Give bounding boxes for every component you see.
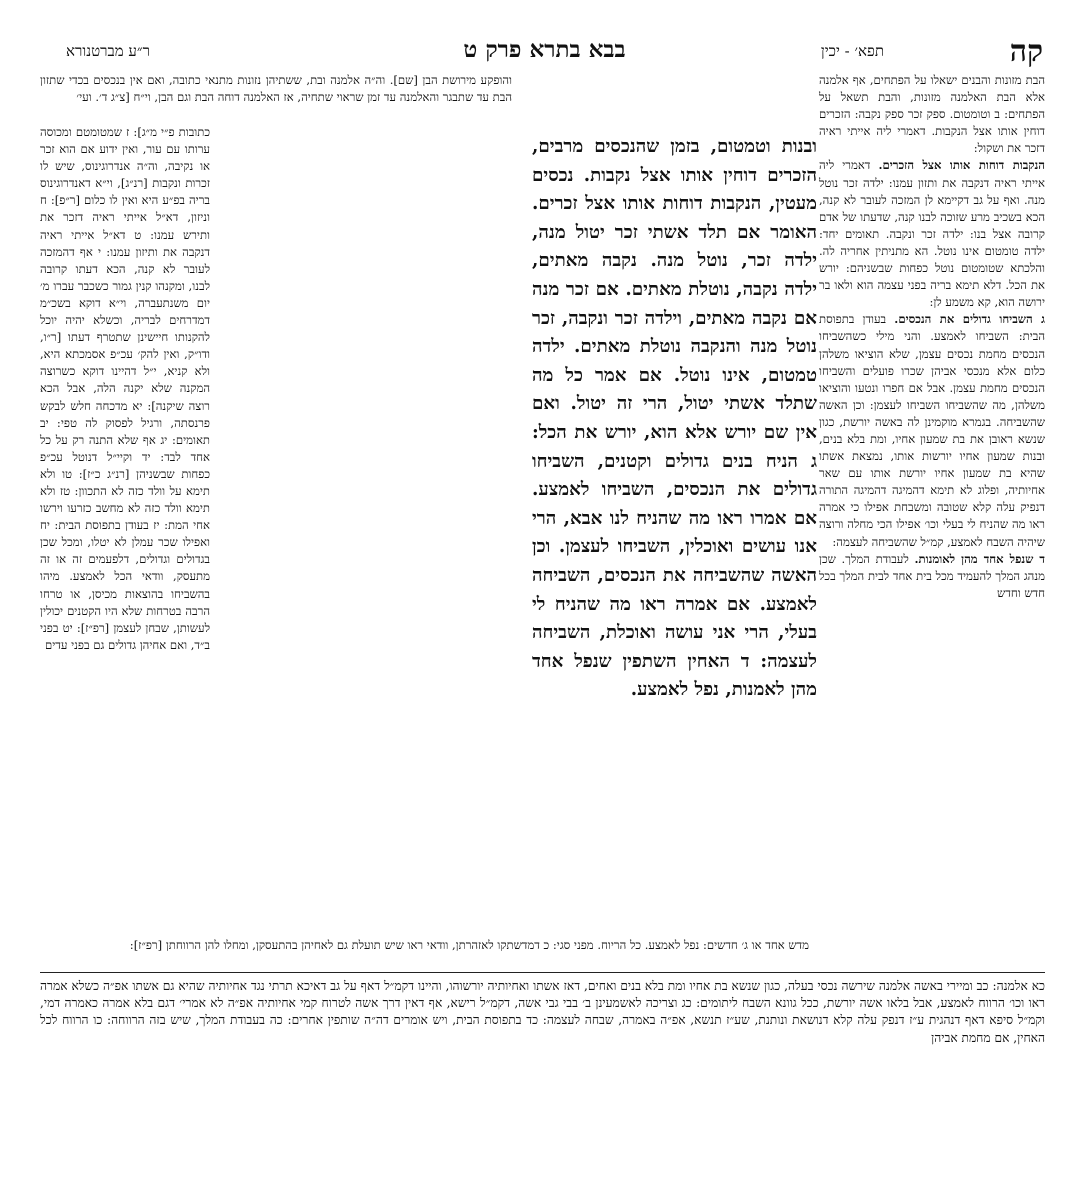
footnotes: כא אלמנה: כב ומיירי באשה אלמנה שירשה נכסי בעלה, כגון שנשא בת אחיו ומת בלא בנים ואחים, דאז אשתו ואחיותיה יורשוהו, והיינו דקמ״ל דאף על גב דאיכא תרתי נגד אחיותיה שהיא גם אשתו אפ״ה כשלא אמרה ראו וכו׳ הרווח לאמצע, אבל בלאו אשה יורשת, ככל גוונא השבח ליתומים: כג וצריכה לאשמעינן ב׳ בבי גבי אשה, דקמ״ל רישא, אף דאין דרך אשה לטרוח קמי אחיותיה אפ״ה לא אמרי׳ דגם בלא אמרה כאמרה דמי, וקמ״ל סיפא דאף דנהגית ע״ז דנפק עלה קלא דנושאת ונותנת, שע״ז תנשא, אפ״ה באמרה, שבחה לעצמה: כד בתפוסת הבית, ויש אומרים דה״ה שותפין אחרים: כה בעבודת המלך, שיש בזה הרווחה: כו הרווח לכל האחין, אם מחמת אביהן (40, 979, 1045, 1045)
commentary-author: ר״ע מברטנורא (66, 42, 150, 60)
commentary-paragraph (819, 551, 1045, 602)
commentary-text: דאמרי ליה אייתי ראיה דנקבה את ותזון עמנו: ילדה זכר נוטל מנה. ואף על גב דקיימא לן המזכה לעובר לא קנה, הכא בשכיב מרע שזוכה לבנו קנה, שדעתו של אדם קרובה אצל בנו: ילדה זכר ונקבה. תאומים יחד: ילדה טומטום אינו נוטל. הא מתניתין אחריה לה. והלכתא שטומטום נוטל כפחות שבשניהם: יורש את הכל. דלא תימא בריה בפני עצמה הוא ולאו בר ירושה הוא, קא משמע לן: (819, 158, 1045, 310)
bottom-continuation: מדש אחד או ג׳ חדשים: נפל לאמצע. כל הריוח. מפני סגי: כ דמדשתקו לאזהרתן, וודאי ראו שיש תועלת גם לאחיהן בהתעסקן, ומחלו להן הרווחתן [רפ״ז]: (129, 938, 809, 952)
tiferet-yisrael-commentary: כתובות פ״י מ״ג]: ז שמטומטם ומכוסה ערותו עם עור, ואין ידוע אם הוא זכר או נקיבה, וה״ה אנדרוגינוס, שיש לו זכרות ונקבות [רנ״ג], וי״א דאנדרוגינוס בריה בפ״ע היא ואין לו כלום [ר״פ]: ח וניזון, דא״ל אייתי ראיה דזכר את ותירש עמנו: ט דא״ל אייתי ראיה דנקבה את ותיזון עמנו: י אף דהמזכה לעובר לא קנה, הכא דעתו קרובה לבנו, ומקנהו קנין גמור כשכבר עברו מ׳ יום משנתעברה, וי״א דוקא בשכ״מ דמדרחים לבריה, וכשלא יהיה יוכל להקנותו חיישינן שתטרף דעתו [ר״ו, ודו״ק, ואין להק׳ עכ״פ אסמכתא היא, ולא קניא, י״ל דהיינו דוקא כשרוצה המקנה שלא יקנה הלה, אבל הכא רוצה שיקנה]: יא מדכחה חלש לבקש פרנסתה, ורגיל לפסוק לה טפי: יב תאומים: יג אף שלא התנה רק על כל אחד לבד: יד וקיי״ל דנוטל עכ״פ כפחות שבשניהן [רנ״ג כ״ז]: טו ולא תימא על וולד כזה לא התכוון: טז ולא תימא וולד כזה לא מחשב כזרעו וירשו אחי המת: יז בעודן בתפוסת הבית: יח ואפילו שכר עמלן לא יטלו, ומכל שכן בגדולים וגדולים, דלפעמים זה או זה מתעסק, וודאי הכל לאמצע. מיהו בהשביחו בהוצאות מכיסן, או טרחו הרבה בטרחות שלא היו הקטנים יכולין לעשותן, שבחן לעצמן [רפ״ז]: יט בפני ב״ד, ואם אחיהן גדולים גם בפני עדים (40, 125, 210, 652)
commentary-intro: הבת מזונות והבנים ישאלו על הפתחים, אף אלמנה אלא הבת האלמנה מזונות, והבת תשאל על הפתחים: ב וטומטום. ספק זכר ספק נקבה: הזכרים דוחין אותו אצל הנקבות. דאמרי ליה אייתי ראיה דזכר את ושקול: (819, 73, 1045, 156)
footnote-divider (40, 972, 1045, 973)
bartenura-commentary (819, 72, 1045, 602)
mishnah-text: ובנות וטמטום, בזמן שהנכסים מרבים, הזכרים דוחין אותו אצל נקבות. נכסים מעטין, הנקבות דוחות אותו אצל זכרים. האומר אם תלד אשתי זכר יטול מנה, ילדה זכר, נוטל מנה. נקבה מאתים, ילדה נקבה, נוטלת מאתים. אם זכר מנה אם נקבה מאתים, וילדה זכר ונקבה, זכר נוטל מנה והנקבה נוטלת מאתים. ילדה טמטום, אינו נוטל. אם אמר כל מה שתלד אשתי יטול, הרי זה יטול. ואם אין שם יורש אלא הוא, יורש את הכל: ג הניח בנים גדולים וקטנים, השביחו גדולים את הנכסים, השביחו לאמצע. אם אמרו ראו מה שהניח לנו אבא, הרי אנו עושים ואוכלין, השביחו לעצמן. וכן האשה שהשביחה את הנכסים, השביחה לאמצע. אם אמרה ראו מה שהניח לי בעלי, הרי אני עושה ואוכלת, השביחה לעצמה: ד האחין השתפין שנפל אחד מהן לאמנות, נפל לאמצע. (532, 136, 817, 701)
commentary-text: לעבודת המלך. שכן מנהג המלך להעמיד מכל בית אחד לבית המלך בכל חדש וחדש (819, 551, 1045, 600)
commentary-paragraph (819, 311, 1045, 550)
tiferet-yisrael-top: והופקע מירושת הבן [שם]. וה״ה אלמנה ובת, ששתיהן נזונות מתנאי כתובה, ואם אין בנכסים בכדי שתזון הבת עד שתבגר והאלמנה עד זמן שראוי שתחיה, אז האלמנה דוחה הבת וגם הבן, וי״ח [צ״ג ד׳. ועי׳ (40, 73, 512, 105)
dibur-hamatchil: ג השביחו גדולים את הנכסים. (894, 312, 1045, 327)
commentary-paragraph (819, 157, 1045, 311)
dibur-hamatchil: ד שנפל אחד מהן לאומנות. (914, 551, 1045, 566)
folio-number: קה (1009, 34, 1043, 69)
range-label: תפא׳ - יכין (820, 42, 884, 60)
page-title: בבא בתרא פרק ט (463, 36, 626, 63)
dibur-hamatchil: הנקבות דוחות אותו אצל הזכרים. (878, 158, 1045, 173)
commentary-text: בעודן בתפוסת הבית: השביחו לאמצע. והני מילי כשהשביחו הנכסים מחמת נכסים עצמן, שלא הוציאו משלהן כלום אלא מנכסי אביהן שכרו פועלים והשביחו הנכסים מחמת עצמן. אבל אם חפרו ונטעו והוציאו משלהן, מה שהשביחו השביחו לעצמן: וכן האשה שהשביחה. בגמרא מוקמינן לה באשה יורשת, כגון שנשא ראובן את בת שמעון אחיו, ומת בלא בנים, ובנות שמעון אחיו יורשות אותו, נמצאת אשתו שהיא בת שמעון אחיו יורשת אותו עם שאר אחיותיה, ופלוג לא תימא דהמיגה דהמיגה התורה דנפיק עלה קלא שטובה ומשבחת אפילו כי אמרה ראו מה שהניח לי בעלי וכו׳ אפילו הכי מחלה ורוצה שיהיה השבח לאמצע, קמ״ל שהשביחה לעצמה: (819, 312, 1045, 549)
